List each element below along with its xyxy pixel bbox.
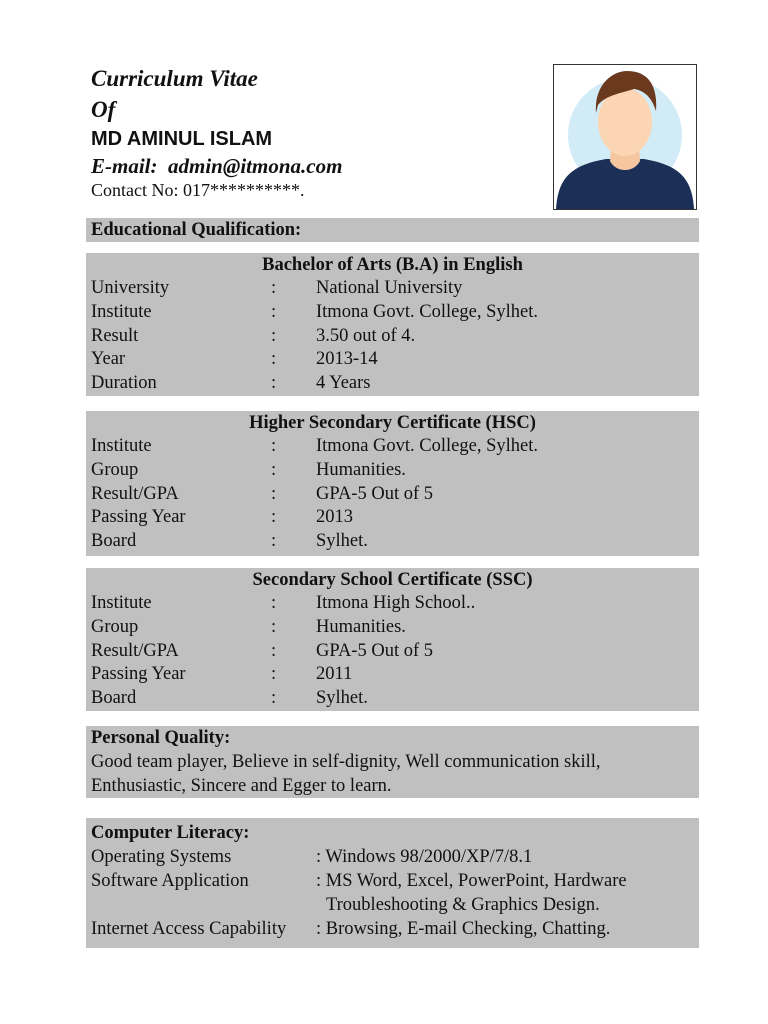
ba-row [86, 301, 699, 325]
hsc-row [86, 483, 699, 507]
row-label: Year [91, 349, 126, 370]
cl-label: Internet Access Capability [91, 919, 287, 939]
cl-value: : MS Word, Excel, PowerPoint, Hardware [316, 871, 627, 891]
hsc-row [86, 459, 699, 483]
row-value: Itmona Govt. College, Sylhet. [316, 436, 538, 456]
row-colon: : [271, 325, 277, 346]
personal-quality-line: Good team player, Believe in self-dignity, Well communication skill, [91, 752, 601, 772]
hsc-row [86, 506, 699, 530]
row-value: 3.50 out of 4. [316, 325, 416, 346]
computer-literacy-row [86, 917, 699, 941]
row-colon: : [271, 531, 277, 552]
computer-literacy-row [86, 869, 699, 917]
cv-of-label: Of [91, 97, 116, 122]
computer-literacy-heading: Computer Literacy: [91, 823, 250, 843]
applicant-email: E-mail: admin@itmona.com [91, 154, 343, 178]
computer-literacy-row [86, 845, 699, 869]
cl-value-continued: Troubleshooting & Graphics Design. [326, 895, 600, 915]
row-value: Itmona Govt. College, Sylhet. [316, 301, 538, 322]
row-value: 2011 [316, 664, 353, 685]
ssc-row [86, 640, 699, 664]
education-heading: Educational Qualification: [91, 220, 302, 240]
row-colon: : [271, 483, 277, 504]
ssc-row [86, 592, 699, 616]
row-value: 4 Years [316, 373, 371, 394]
row-label: Institute [91, 436, 152, 456]
row-colon: : [271, 278, 277, 298]
row-colon: : [271, 373, 277, 394]
row-value: Humanities. [316, 459, 406, 480]
personal-quality-block [86, 726, 699, 798]
row-label: Result/GPA [91, 640, 179, 661]
row-value: Sylhet. [316, 531, 368, 552]
ssc-row [86, 663, 699, 687]
row-colon: : [271, 616, 277, 637]
education-heading-band [86, 218, 699, 242]
ba-block [86, 253, 699, 396]
computer-literacy-block [86, 818, 699, 948]
row-label: University [91, 278, 170, 298]
row-value: GPA-5 Out of 5 [316, 640, 434, 661]
ssc-row [86, 687, 699, 711]
row-colon: : [271, 436, 277, 456]
row-colon: : [271, 688, 277, 709]
row-colon: : [271, 593, 277, 613]
row-value: 2013-14 [316, 349, 378, 370]
person-avatar-icon [554, 65, 696, 209]
row-colon: : [271, 664, 277, 685]
ssc-title: Secondary School Certificate (SSC) [252, 570, 533, 590]
profile-photo [553, 64, 697, 210]
hsc-row [86, 530, 699, 554]
row-label: Institute [91, 593, 152, 613]
applicant-name: MD AMINUL ISLAM [91, 128, 273, 150]
row-label: Board [91, 531, 137, 552]
row-label: Passing Year [91, 507, 186, 528]
cv-title: Curriculum Vitae [91, 66, 258, 91]
cl-value: : Browsing, E-mail Checking, Chatting. [316, 919, 611, 939]
row-value: Sylhet. [316, 688, 368, 709]
row-label: Group [91, 616, 139, 637]
hsc-title: Higher Secondary Certificate (HSC) [249, 413, 536, 433]
ba-row [86, 277, 699, 301]
row-value: 2013 [316, 507, 353, 528]
hsc-row [86, 435, 699, 459]
row-colon: : [271, 507, 277, 528]
row-value: National University [316, 278, 463, 298]
row-colon: : [271, 459, 277, 480]
cl-value: : Windows 98/2000/XP/7/8.1 [316, 847, 533, 867]
row-value: Itmona High School.. [316, 593, 476, 613]
row-value: GPA-5 Out of 5 [316, 483, 434, 504]
hsc-block [86, 411, 699, 556]
ba-row [86, 348, 699, 372]
ba-row [86, 372, 699, 396]
row-colon: : [271, 349, 277, 370]
row-label: Result [91, 325, 139, 346]
row-label: Result/GPA [91, 483, 179, 504]
ssc-row [86, 616, 699, 640]
personal-quality-line: Enthusiastic, Sincere and Egger to learn. [91, 776, 392, 796]
row-colon: : [271, 640, 277, 661]
ba-title: Bachelor of Arts (B.A) in English [262, 255, 523, 275]
row-colon: : [271, 301, 277, 322]
row-label: Duration [91, 373, 157, 394]
row-label: Board [91, 688, 137, 709]
ssc-block [86, 568, 699, 711]
ba-row [86, 325, 699, 349]
row-label: Passing Year [91, 664, 186, 685]
row-label: Group [91, 459, 139, 480]
cl-label: Operating Systems [91, 847, 232, 867]
row-label: Institute [91, 301, 152, 322]
cl-label: Software Application [91, 871, 249, 891]
personal-quality-heading: Personal Quality: [91, 728, 231, 748]
applicant-contact: Contact No: 017**********. [91, 180, 305, 200]
row-value: Humanities. [316, 616, 406, 637]
